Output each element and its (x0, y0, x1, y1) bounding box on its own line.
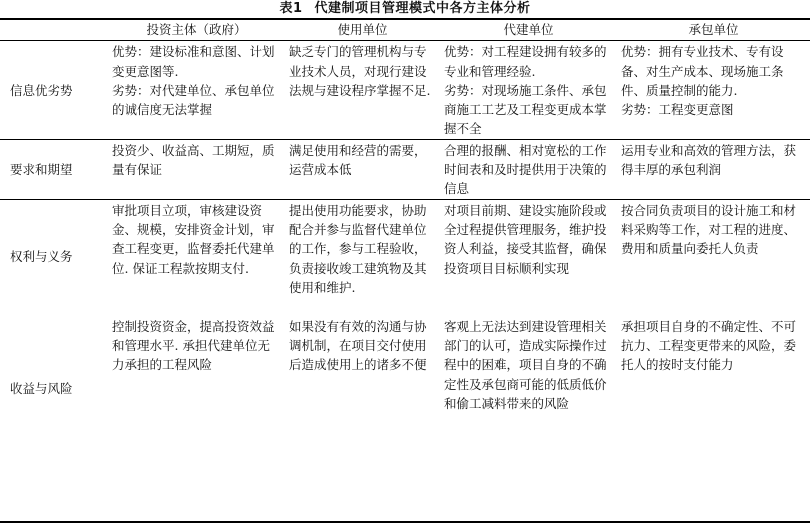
table-number: 表1 (279, 1, 303, 16)
header-empty (0, 19, 108, 41)
cell-paragraph: 劣势：对代建单位、承包单位的诚信度无法掌握 (112, 82, 275, 118)
table-cell (108, 41, 285, 139)
table-cell (617, 313, 810, 522)
row-label: 权利与义务 (10, 249, 73, 265)
table-row (0, 313, 810, 522)
cell-paragraph: 提出使用功能要求，协助配合并参与监督代建单位的工作，参与工程验收，负责接收竣工建筑物及其使用和维护. (289, 202, 427, 295)
table-cell (440, 139, 617, 199)
table-cell (285, 139, 440, 199)
row-label: 信息优劣势 (10, 82, 73, 98)
header-contractor: 承包单位 (688, 22, 739, 37)
table-row (0, 199, 810, 313)
table-cell (285, 41, 440, 139)
table-cell (617, 199, 810, 313)
table-cell (285, 199, 440, 313)
cell-paragraph: 缺乏专门的管理机构与专业技术人员，对现行建设法规与建设程序掌握不足. (289, 44, 431, 98)
table-row (0, 41, 810, 139)
analysis-table (0, 18, 810, 523)
table-cell (440, 313, 617, 522)
cell-paragraph: 优势：对工程建设拥有较多的专业和管理经验. (444, 44, 607, 79)
header-investor: 投资主体（政府） (146, 22, 247, 37)
row-label: 收益与风险 (10, 380, 73, 396)
header-user-unit: 使用单位 (337, 22, 388, 37)
cell-paragraph: 劣势：对现场施工条件、承包商施工工艺及工程变更成本掌握不全 (444, 82, 607, 137)
table-cell (108, 313, 285, 522)
table-cell (285, 313, 440, 522)
cell-paragraph: 控制投资资金，提高投资效益和管理水平. 承担代建单位无力承担的工程风险 (112, 318, 275, 373)
cell-paragraph: 按合同负责项目的设计施工和材料采购等工作，对工程的进度、费用和质量向委托人负责 (621, 202, 797, 257)
cell-paragraph: 劣势：工程变更意图 (621, 102, 734, 118)
table-cell (440, 41, 617, 139)
table-title (0, 1, 810, 17)
cell-paragraph: 承担项目自身的不确定性、不可抗力、工程变更带来的风险，委托人的按时支付能力 (621, 318, 797, 373)
cell-paragraph: 审批项目立项，审核建设资金、规模，安排资金计划，审查工程变更，监督委托代建单位. 保证工程款按期支付. (112, 202, 275, 276)
table-cell (440, 199, 617, 313)
table-cell (108, 139, 285, 199)
cell-paragraph: 客观上无法达到建设管理相关部门的认可，造成实际操作过程中的困难，项目自身的不确定性及承包商可能的低质低价和偷工减料带来的风险 (444, 318, 607, 411)
table-caption: 代建制项目管理模式中各方主体分析 (314, 1, 531, 16)
table-cell (617, 41, 810, 139)
cell-paragraph: 对项目前期、建设实施阶段或全过程提供管理服务，维护投资人利益，接受其监督，确保投资项目目标顺利实现 (444, 202, 607, 276)
cell-paragraph: 满足使用和经营的需要，运营成本低 (289, 142, 427, 178)
cell-paragraph: 投资少、收益高、工期短，质量有保证 (112, 142, 275, 178)
header-row (0, 19, 810, 41)
cell-paragraph: 合理的报酬、相对宽松的工作时间表和及时提供用于决策的信息 (444, 142, 607, 197)
cell-paragraph: 优势：拥有专业技术、专有设备、对生产成本、现场施工条件、质量控制的能力. (621, 44, 784, 98)
cell-paragraph: 如果没有有效的沟通与协调机制，在项目交付使用后造成使用上的诸多不便 (289, 318, 427, 373)
table-cell (108, 199, 285, 313)
table-row (0, 139, 810, 199)
row-label: 要求和期望 (10, 162, 73, 178)
table-cell (617, 139, 810, 199)
cell-paragraph: 优势：建设标准和意图、计划变更意图等. (112, 44, 275, 79)
cell-paragraph: 运用专业和高效的管理方法，获得丰厚的承包利润 (621, 142, 797, 178)
header-agent-unit: 代建单位 (503, 22, 554, 37)
